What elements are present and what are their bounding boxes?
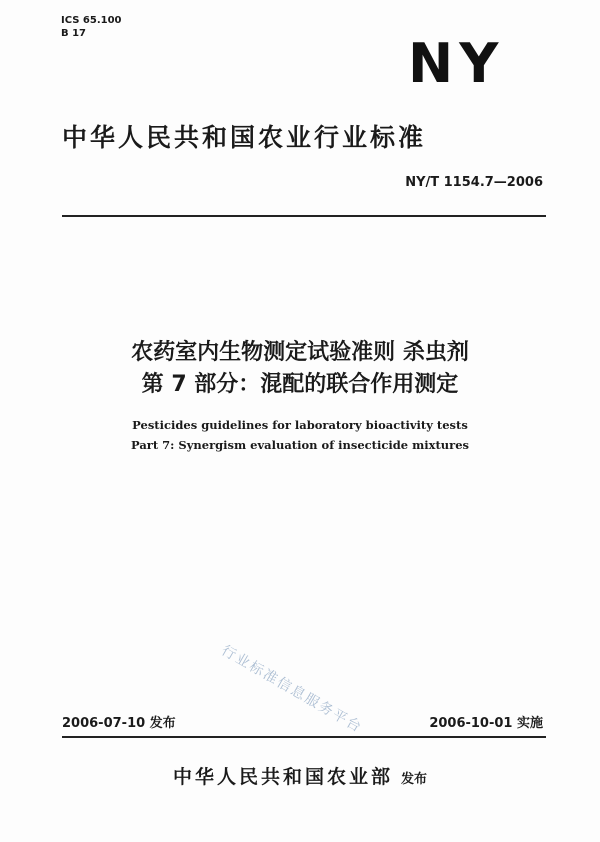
title-english-line1: Pesticides guidelines for laboratory bioactivity tests xyxy=(132,418,468,432)
publisher-name: 中华人民共和国农业部 xyxy=(172,766,393,788)
classification-codes xyxy=(61,14,122,40)
standard-number: NY/T 1154.7—2006 xyxy=(405,175,543,190)
footer-divider xyxy=(62,736,546,738)
ics-code: ICS 65.100 xyxy=(61,15,122,26)
title-chinese-line1: 农药室内生物测定试验准则 杀虫剂 xyxy=(131,340,469,365)
ny-logo: NY xyxy=(408,32,505,95)
ccs-code: B 17 xyxy=(61,28,87,39)
publisher-verb: 发布 xyxy=(401,772,428,787)
effective-date: 2006-10-01 实施 xyxy=(429,716,543,731)
header-divider xyxy=(62,215,546,217)
issue-date: 2006-07-10 发布 xyxy=(62,716,176,731)
title-english-line2: Part 7: Synergism evaluation of insecticide mixtures xyxy=(130,438,469,452)
watermark-stamp: 行业标准信息服务平台 xyxy=(218,642,366,737)
publisher-line xyxy=(0,762,600,789)
title-chinese-line2: 第 7 部分：混配的联合作用测定 xyxy=(141,372,459,397)
agency-title: 中华人民共和国农业行业标准 xyxy=(62,123,427,152)
